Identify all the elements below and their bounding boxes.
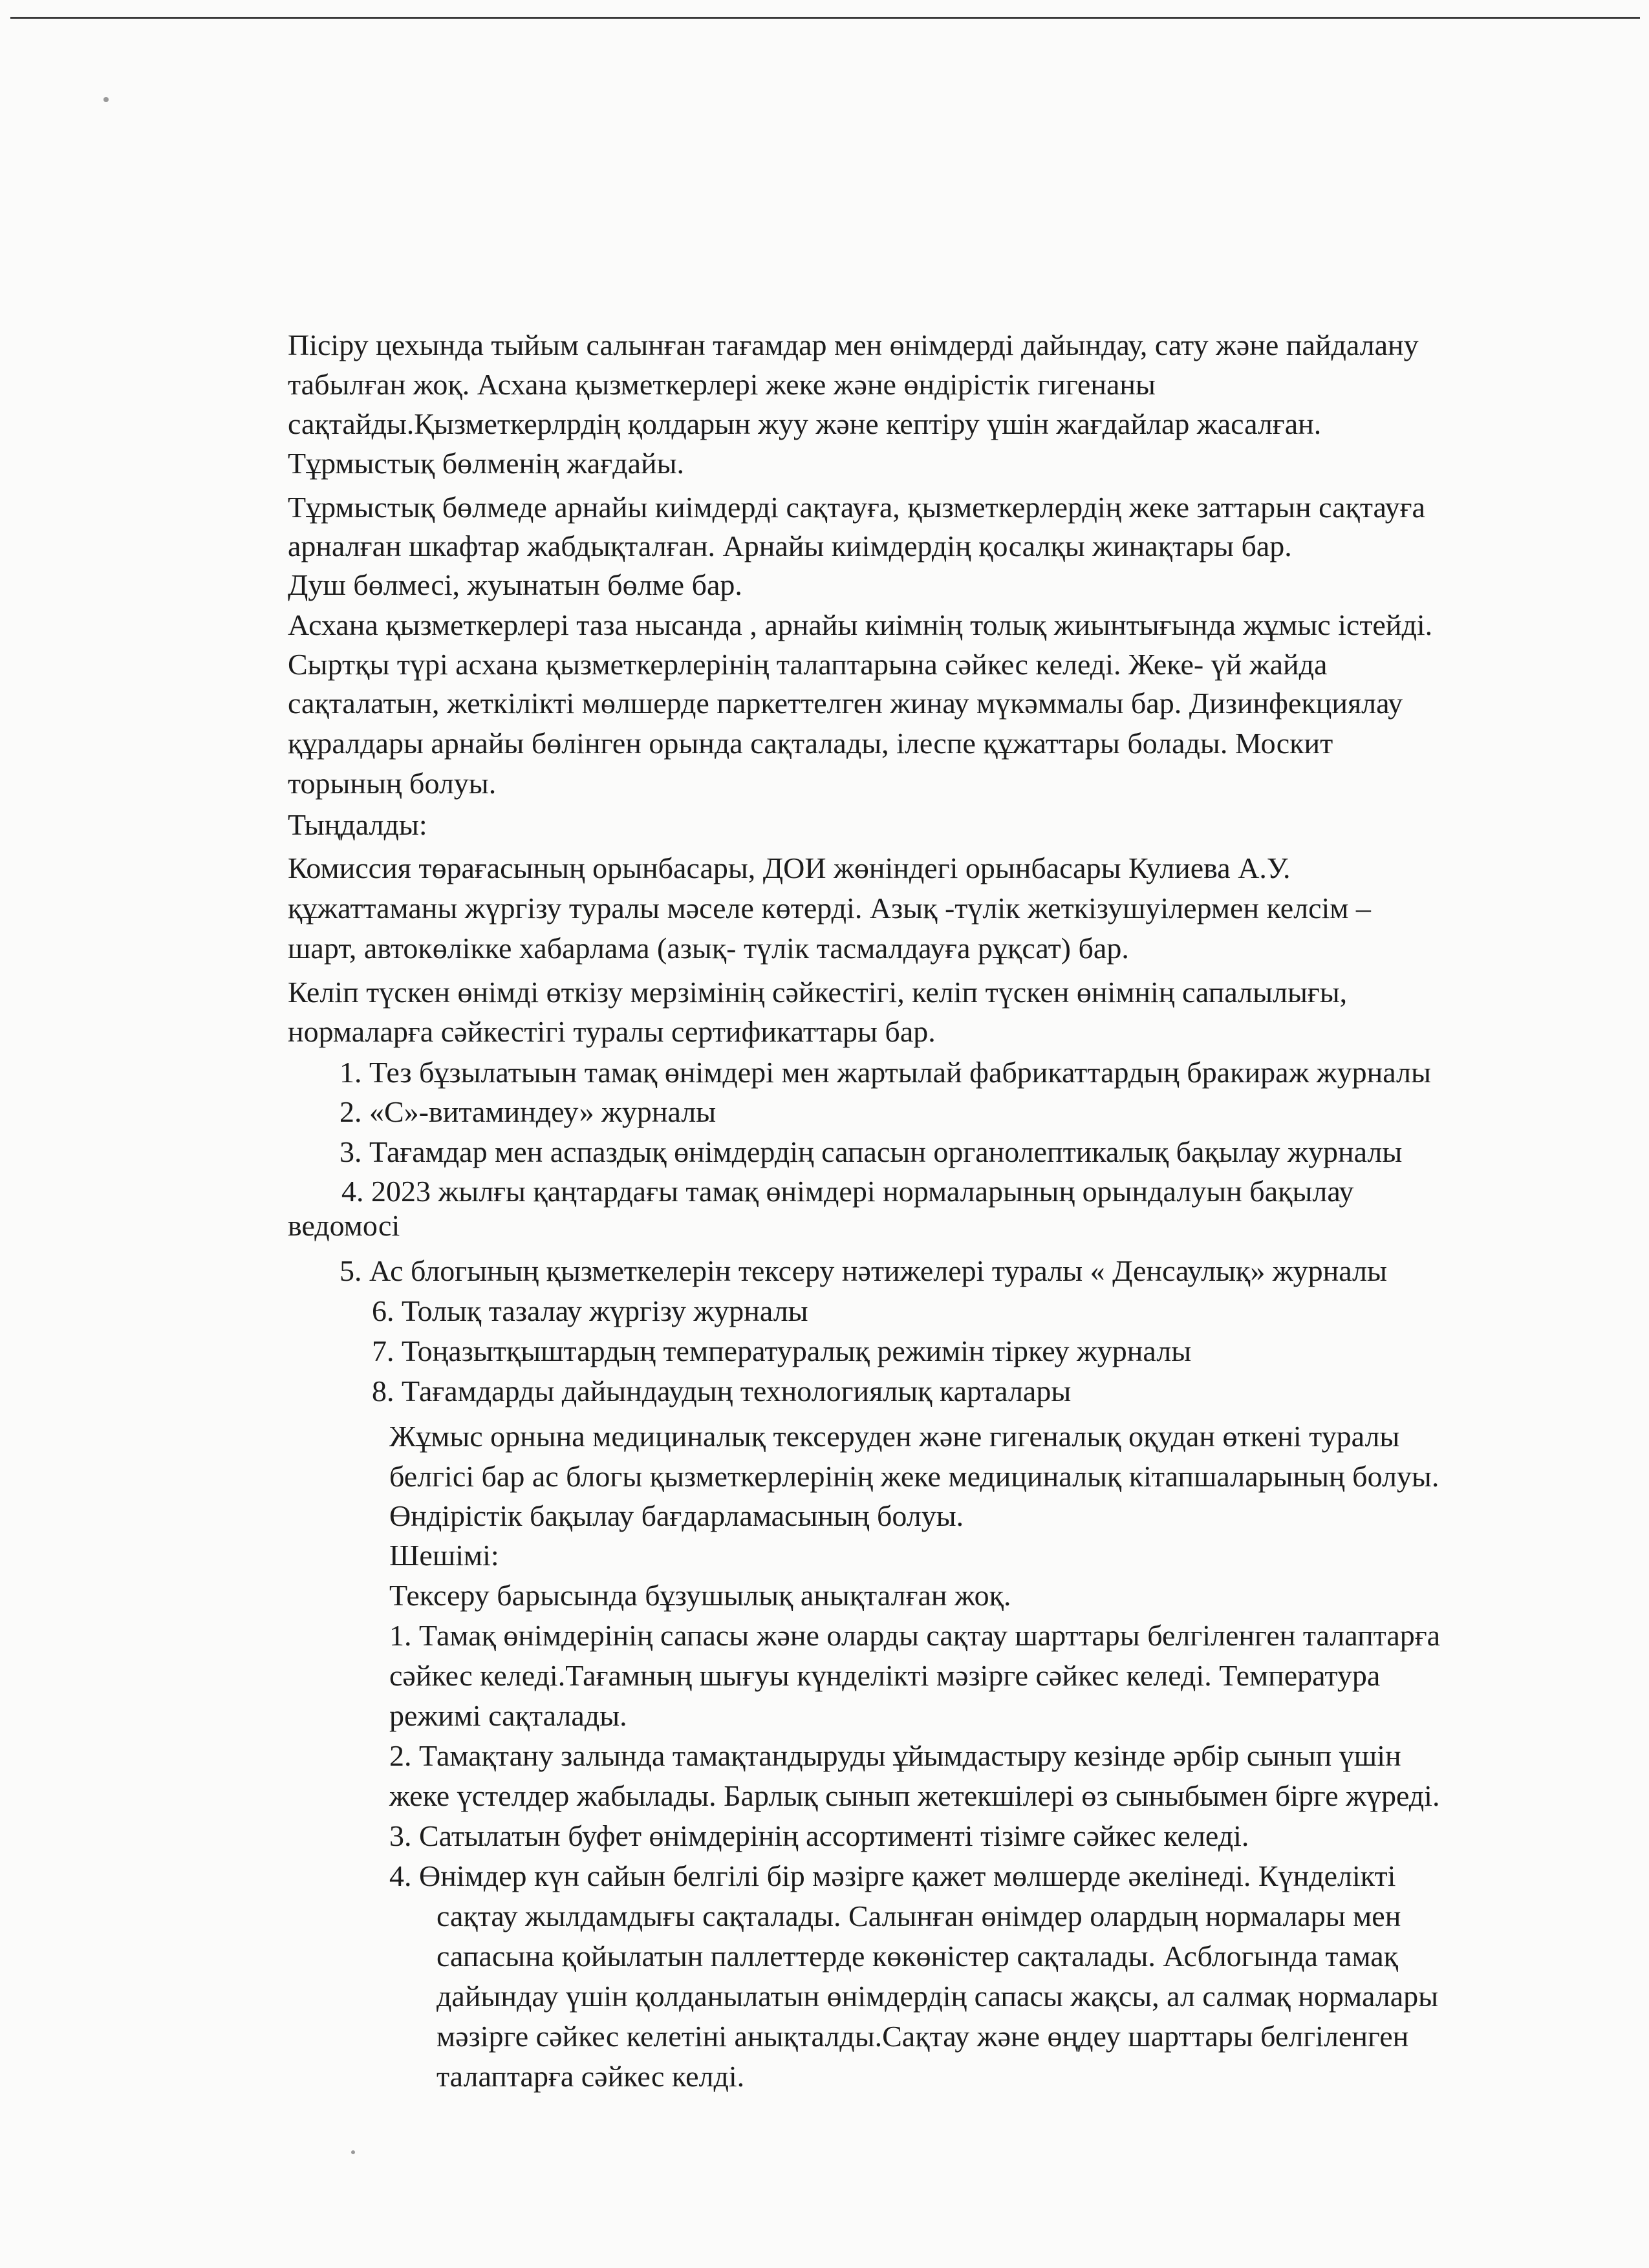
text-line: сақтау жылдамдығы сақталады. Салынған өнімдер олардың нормалары мен bbox=[436, 1899, 1401, 1932]
text-line: Асхана қызметкерлері таза нысанда , арнайы киімнің толық жиынтығында жұмыс істейді. bbox=[288, 608, 1433, 641]
text-line: мәзірге сәйкес келетіні анықталды.Сақтау және өңдеу шарттары белгіленген bbox=[436, 2020, 1409, 2053]
journal-list-item: 8. Тағамдарды дайындаудың технологиялық карталары bbox=[372, 1375, 1072, 1407]
text-line: режимі сақталады. bbox=[389, 1699, 627, 1732]
text-line: Комиссия төрағасының орынбасары, ДОИ жөніндегі орынбасары Кулиева А.У. bbox=[288, 851, 1291, 884]
text-line: сәйкес келеді.Тағамның шығуы күнделікті мәзірге сәйкес келеді. Температура bbox=[389, 1659, 1381, 1692]
journal-list-item: 5. Ас блогының қызметкелерін тексеру нәтижелері туралы « Денсаулық» журналы bbox=[339, 1254, 1387, 1287]
journal-list-item-continuation: ведомосі bbox=[288, 1209, 400, 1242]
text-line: Душ бөлмесі, жуынатын бөлме бар. bbox=[288, 568, 742, 601]
decision-item: 4. Өнімдер күн сайын белгілі бір мәзірге қажет мөлшерде әкелінеді. Күнделікті bbox=[389, 1859, 1396, 1892]
text-line: құралдары арнайы бөлінген орында сақталады, ілеспе құжаттары болады. Москит bbox=[288, 727, 1333, 760]
text-line: Өндірістік бақылау бағдарламасының болуы. bbox=[389, 1499, 964, 1532]
journal-list-item: 1. Тез бұзылатыын тамақ өнімдері мен жартылай фабрикаттардың бракираж журналы bbox=[339, 1056, 1431, 1089]
decision-item: 1. Тамақ өнімдерінің сапасы және оларды сақтау шарттары белгіленген талаптарға bbox=[389, 1619, 1441, 1652]
text-line: Пісіру цехында тыйым салынған тағамдар мен өнімдерді дайындау, сату және пайдалану bbox=[288, 328, 1419, 361]
text-line: Сыртқы түрі асхана қызметкерлерінің талаптарына сәйкес келеді. Жеке- үй жайда bbox=[288, 648, 1328, 681]
text-line: белгісі бар ас блогы қызметкерлерінің жеке медициналық кітапшаларының болуы. bbox=[389, 1460, 1439, 1493]
journal-list-item: 2. «С»-витаминдеу» журналы bbox=[339, 1095, 717, 1128]
text-line: сапасына қойылатын паллеттерде көкөністер сақталады. Асблогында тамақ bbox=[436, 1940, 1399, 1973]
journal-list-item: 3. Тағамдар мен аспаздық өнімдердің сапасын органолептикалық бақылау журналы bbox=[339, 1135, 1403, 1168]
text-line: шарт, автокөлікке хабарлама (азық- түлік тасмалдауға рұқсат) бар. bbox=[288, 932, 1129, 965]
text-line: арналған шкафтар жабдықталған. Арнайы киімдердің қосалқы жинақтары бар. bbox=[288, 530, 1292, 562]
journal-list-item: 6. Толық тазалау жүргізу журналы bbox=[372, 1294, 808, 1327]
text-line: жеке үстелдер жабылады. Барлық сынып жетекшілері өз сыныбымен бірге жүреді. bbox=[389, 1779, 1440, 1812]
text-line: дайындау үшін қолданылатын өнімдердің сапасы жақсы, ал салмақ нормалары bbox=[436, 1980, 1439, 2013]
decision-item: 2. Тамақтану залында тамақтандыруды ұйымдастыру кезінде әрбір сынып үшін bbox=[389, 1739, 1401, 1772]
text-line: нормаларға сәйкестігі туралы сертификаттары бар. bbox=[288, 1015, 936, 1048]
text-line: сақталатын, жеткілікті мөлшерде паркеттелген жинау мүкәммалы бар. Дизинфекциялау bbox=[288, 687, 1403, 720]
section-heading-decision: Шешімі: bbox=[389, 1539, 499, 1572]
text-line: сақтайды.Қызметкерлрдің қолдарын жуу және кептіру үшін жағдайлар жасалған. bbox=[288, 407, 1322, 440]
section-heading-listened: Тыңдалды: bbox=[288, 808, 427, 841]
decision-item: 3. Сатылатын буфет өнімдерінің ассортименті тізімге сәйкес келеді. bbox=[389, 1819, 1249, 1852]
journal-list-item: 4. 2023 жылғы қаңтардағы тамақ өнімдері нормаларының орындалуын бақылау bbox=[341, 1175, 1354, 1208]
text-line: Жұмыс орнына медициналық тексеруден және гигеналық оқудан өткені туралы bbox=[389, 1420, 1400, 1453]
text-line: Тұрмыстық бөлменің жағдайы. bbox=[288, 447, 685, 480]
journal-list-item: 7. Тоңазытқыштардың температуралық режимін тіркеу журналы bbox=[372, 1334, 1192, 1367]
text-line: талаптарға сәйкес келді. bbox=[436, 2060, 745, 2093]
text-line: құжаттаманы жүргізу туралы мәселе көтерді. Азық -түлік жеткізушуілермен келсім – bbox=[288, 892, 1371, 925]
text-line: Тұрмыстық бөлмеде арнайы киімдерді сақтауға, қызметкерлердің жеке заттарын сақтауға bbox=[288, 491, 1425, 524]
text-line: Келіп түскен өнімді өткізу мерзімінің сәйкестігі, келіп түскен өнімнің сапалылығы, bbox=[288, 976, 1348, 1009]
text-line: торының болуы. bbox=[288, 767, 497, 800]
text-line: табылған жоқ. Асхана қызметкерлері жеке және өндірістік гигенаны bbox=[288, 368, 1156, 401]
text-line: Тексеру барысында бұзушылық анықталған жоқ. bbox=[389, 1579, 1011, 1612]
